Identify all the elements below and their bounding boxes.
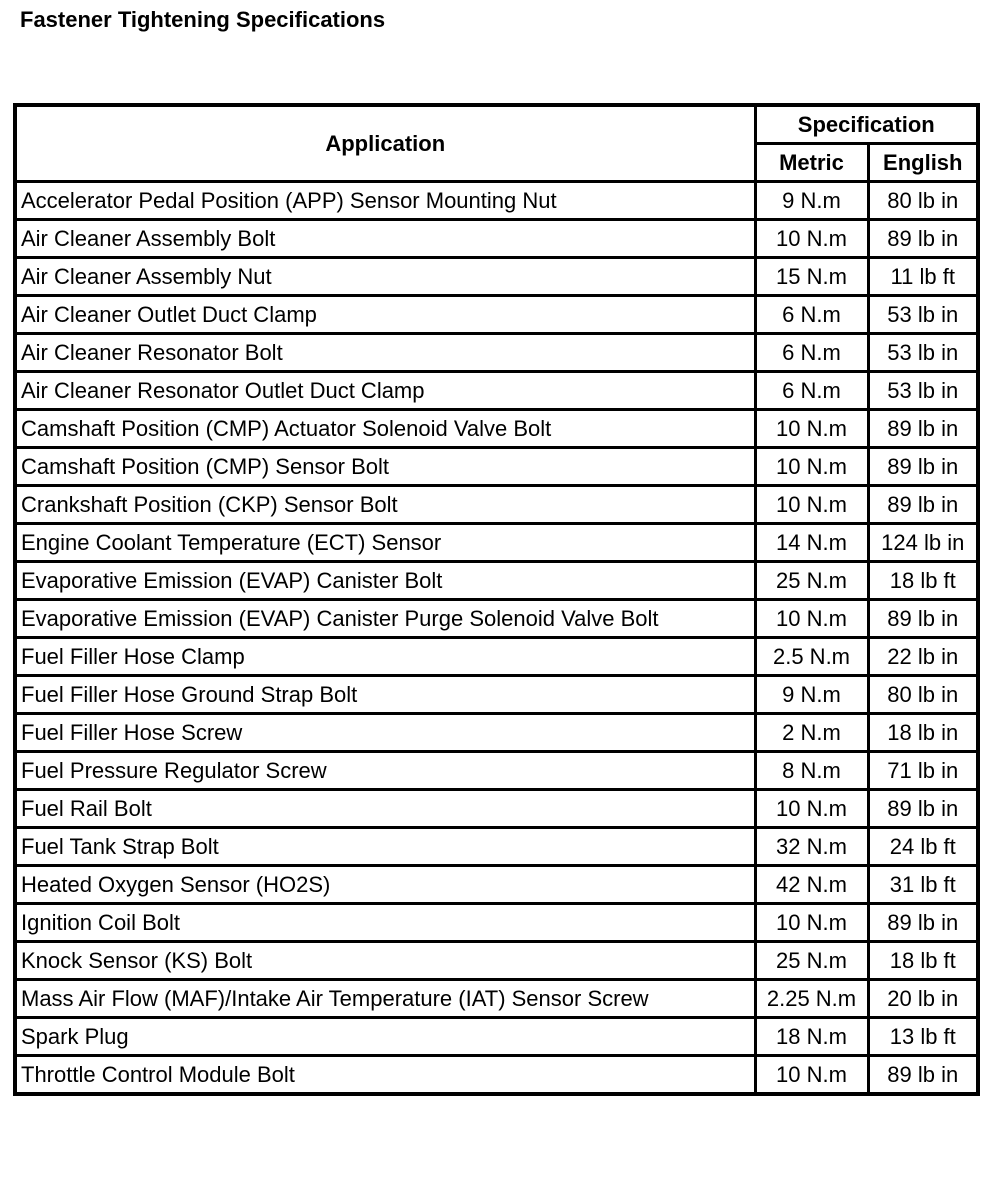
english-value-cell: 89 lb in xyxy=(868,220,978,258)
application-cell: Knock Sensor (KS) Bolt xyxy=(15,942,755,980)
metric-value-cell: 18 N.m xyxy=(755,1018,868,1056)
english-value-cell: 53 lb in xyxy=(868,372,978,410)
english-value-cell: 20 lb in xyxy=(868,980,978,1018)
application-cell: Heated Oxygen Sensor (HO2S) xyxy=(15,866,755,904)
application-cell: Camshaft Position (CMP) Sensor Bolt xyxy=(15,448,755,486)
application-cell: Mass Air Flow (MAF)/Intake Air Temperature (IAT) Sensor Screw xyxy=(15,980,755,1018)
table-row xyxy=(15,676,978,714)
english-value-cell: 22 lb in xyxy=(868,638,978,676)
metric-value-cell: 6 N.m xyxy=(755,372,868,410)
metric-value-cell: 25 N.m xyxy=(755,562,868,600)
column-header-metric: Metric xyxy=(755,144,868,182)
metric-value-cell: 10 N.m xyxy=(755,1056,868,1095)
metric-value-cell: 15 N.m xyxy=(755,258,868,296)
metric-value-cell: 32 N.m xyxy=(755,828,868,866)
metric-value-cell: 25 N.m xyxy=(755,942,868,980)
table-row xyxy=(15,562,978,600)
column-header-english: English xyxy=(868,144,978,182)
table-row xyxy=(15,258,978,296)
metric-value-cell: 2.25 N.m xyxy=(755,980,868,1018)
application-cell: Engine Coolant Temperature (ECT) Sensor xyxy=(15,524,755,562)
application-cell: Air Cleaner Assembly Bolt xyxy=(15,220,755,258)
application-cell: Spark Plug xyxy=(15,1018,755,1056)
english-value-cell: 124 lb in xyxy=(868,524,978,562)
fastener-spec-table xyxy=(13,103,980,1096)
metric-value-cell: 8 N.m xyxy=(755,752,868,790)
english-value-cell: 53 lb in xyxy=(868,296,978,334)
application-cell: Camshaft Position (CMP) Actuator Solenoid Valve Bolt xyxy=(15,410,755,448)
metric-value-cell: 9 N.m xyxy=(755,182,868,220)
application-cell: Air Cleaner Assembly Nut xyxy=(15,258,755,296)
english-value-cell: 80 lb in xyxy=(868,182,978,220)
metric-value-cell: 10 N.m xyxy=(755,904,868,942)
english-value-cell: 18 lb ft xyxy=(868,942,978,980)
table-row xyxy=(15,866,978,904)
application-cell: Fuel Tank Strap Bolt xyxy=(15,828,755,866)
english-value-cell: 53 lb in xyxy=(868,334,978,372)
application-cell: Air Cleaner Resonator Outlet Duct Clamp xyxy=(15,372,755,410)
table-row xyxy=(15,372,978,410)
table-row xyxy=(15,714,978,752)
table-row xyxy=(15,1018,978,1056)
table-row xyxy=(15,752,978,790)
table-row xyxy=(15,182,978,220)
table-header xyxy=(15,105,978,182)
english-value-cell: 89 lb in xyxy=(868,1056,978,1095)
table-row xyxy=(15,296,978,334)
application-cell: Fuel Rail Bolt xyxy=(15,790,755,828)
english-value-cell: 89 lb in xyxy=(868,600,978,638)
english-value-cell: 18 lb in xyxy=(868,714,978,752)
metric-value-cell: 14 N.m xyxy=(755,524,868,562)
english-value-cell: 24 lb ft xyxy=(868,828,978,866)
english-value-cell: 80 lb in xyxy=(868,676,978,714)
application-cell: Air Cleaner Outlet Duct Clamp xyxy=(15,296,755,334)
table-body xyxy=(15,182,978,1095)
application-cell: Ignition Coil Bolt xyxy=(15,904,755,942)
table-row xyxy=(15,600,978,638)
metric-value-cell: 6 N.m xyxy=(755,334,868,372)
metric-value-cell: 10 N.m xyxy=(755,220,868,258)
application-cell: Air Cleaner Resonator Bolt xyxy=(15,334,755,372)
metric-value-cell: 10 N.m xyxy=(755,486,868,524)
english-value-cell: 89 lb in xyxy=(868,790,978,828)
metric-value-cell: 10 N.m xyxy=(755,448,868,486)
table-row xyxy=(15,220,978,258)
page-title: Fastener Tightening Specifications xyxy=(20,7,386,32)
application-cell: Evaporative Emission (EVAP) Canister Bolt xyxy=(15,562,755,600)
table-row xyxy=(15,334,978,372)
english-value-cell: 11 lb ft xyxy=(868,258,978,296)
application-cell: Fuel Filler Hose Screw xyxy=(15,714,755,752)
metric-value-cell: 10 N.m xyxy=(755,410,868,448)
english-value-cell: 31 lb ft xyxy=(868,866,978,904)
application-cell: Crankshaft Position (CKP) Sensor Bolt xyxy=(15,486,755,524)
english-value-cell: 89 lb in xyxy=(868,448,978,486)
application-cell: Fuel Pressure Regulator Screw xyxy=(15,752,755,790)
application-cell: Accelerator Pedal Position (APP) Sensor Mounting Nut xyxy=(15,182,755,220)
table-row xyxy=(15,638,978,676)
column-header-specification: Specification xyxy=(755,105,978,144)
application-cell: Fuel Filler Hose Ground Strap Bolt xyxy=(15,676,755,714)
table-row xyxy=(15,942,978,980)
metric-value-cell: 2 N.m xyxy=(755,714,868,752)
table-row xyxy=(15,486,978,524)
english-value-cell: 89 lb in xyxy=(868,486,978,524)
table-row xyxy=(15,410,978,448)
application-cell: Fuel Filler Hose Clamp xyxy=(15,638,755,676)
table-row xyxy=(15,904,978,942)
metric-value-cell: 2.5 N.m xyxy=(755,638,868,676)
application-cell: Throttle Control Module Bolt xyxy=(15,1056,755,1095)
english-value-cell: 18 lb ft xyxy=(868,562,978,600)
english-value-cell: 13 lb ft xyxy=(868,1018,978,1056)
english-value-cell: 89 lb in xyxy=(868,410,978,448)
table-row xyxy=(15,980,978,1018)
english-value-cell: 71 lb in xyxy=(868,752,978,790)
column-header-application: Application xyxy=(15,105,755,182)
metric-value-cell: 10 N.m xyxy=(755,790,868,828)
metric-value-cell: 9 N.m xyxy=(755,676,868,714)
table-row xyxy=(15,1056,978,1095)
table-row xyxy=(15,448,978,486)
metric-value-cell: 6 N.m xyxy=(755,296,868,334)
application-cell: Evaporative Emission (EVAP) Canister Purge Solenoid Valve Bolt xyxy=(15,600,755,638)
metric-value-cell: 10 N.m xyxy=(755,600,868,638)
table-row xyxy=(15,790,978,828)
table-row xyxy=(15,828,978,866)
metric-value-cell: 42 N.m xyxy=(755,866,868,904)
english-value-cell: 89 lb in xyxy=(868,904,978,942)
table-row xyxy=(15,524,978,562)
